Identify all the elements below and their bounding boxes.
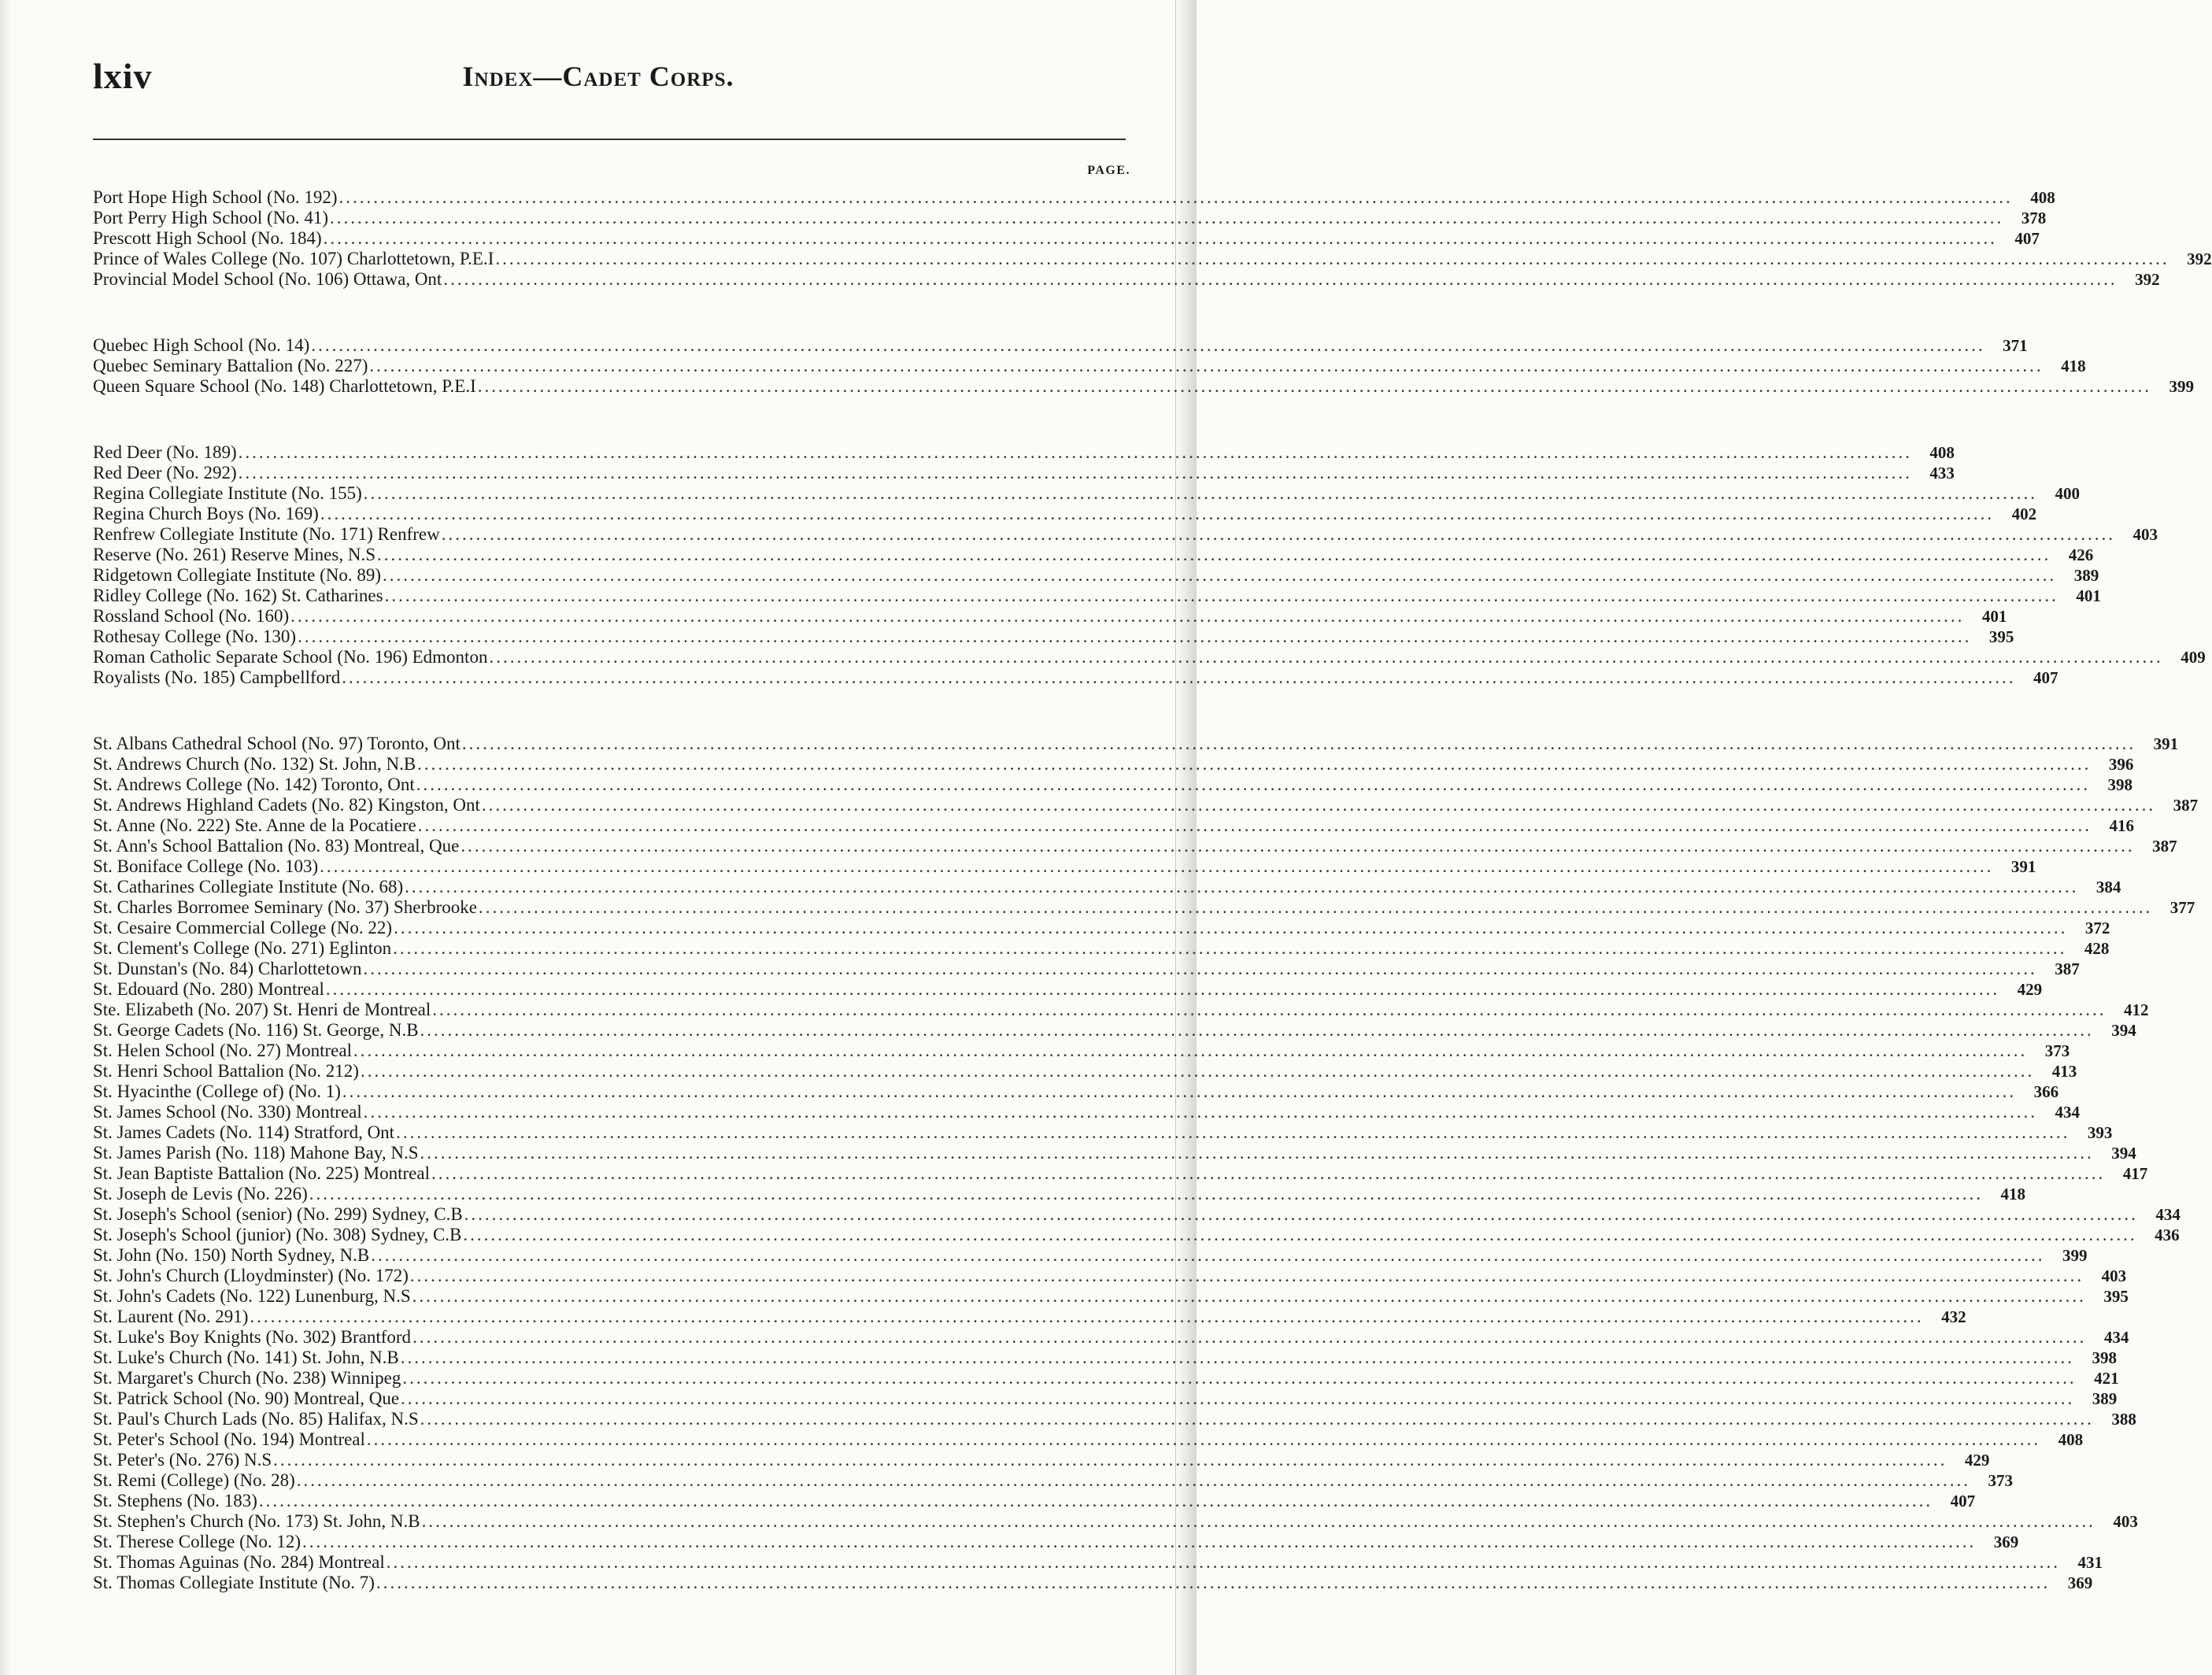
entry-page-number: 389 (2092, 1389, 2118, 1408)
entry-name: St. Luke's Boy Knights (No. 302) Brantford (93, 1327, 412, 1347)
entry-page-number: 398 (2107, 775, 2132, 794)
entry-page-number: 428 (2084, 939, 2110, 958)
entry-name: Renfrew Collegiate Institute (No. 171) Renfrew (93, 524, 440, 544)
index-entry (93, 249, 2212, 269)
index-entry (93, 208, 2047, 228)
dot-leader (405, 877, 2078, 897)
dot-leader (394, 918, 2067, 938)
entry-name: St. James School (No. 330) Montreal (93, 1102, 362, 1122)
index-entry (93, 606, 2007, 627)
dot-leader (377, 545, 2051, 565)
dot-leader (383, 565, 2056, 586)
entry-name: St. Peter's (No. 276) N.S (93, 1450, 272, 1470)
entry-name: St. Patrick School (No. 90) Montreal, Que (93, 1388, 400, 1408)
index-entry (93, 918, 2110, 938)
entry-page-number: 373 (2044, 1041, 2070, 1060)
dot-leader (376, 1573, 2050, 1593)
entry-page-number: 396 (2108, 755, 2134, 774)
entry-name: Port Perry High School (No. 41) (93, 208, 328, 227)
index-group (93, 734, 2199, 1593)
dot-leader (489, 647, 2162, 667)
entry-page-number: 398 (2092, 1348, 2118, 1367)
entry-page-number: 426 (2068, 545, 2094, 564)
dot-leader (324, 228, 1997, 249)
index-entry (93, 836, 2177, 856)
dot-leader (464, 1204, 2138, 1225)
index-group (93, 442, 2206, 688)
entry-page-number: 395 (2103, 1287, 2129, 1306)
entry-page-number: 369 (2067, 1573, 2093, 1592)
dot-leader (393, 938, 2066, 959)
entry-name: Regina Church Boys (No. 169) (93, 504, 319, 523)
index-entry (93, 979, 2043, 1000)
entry-name: St. James Cadets (No. 114) Stratford, Ont (93, 1122, 395, 1142)
index-entry (93, 647, 2206, 667)
entry-name: St. Remi (College) (No. 28) (93, 1470, 295, 1490)
index-entry (93, 897, 2195, 918)
entry-page-number: 413 (2051, 1062, 2077, 1081)
index-entry (93, 938, 2110, 959)
dot-leader (330, 208, 2003, 228)
entry-page-number: 403 (2113, 1512, 2138, 1531)
dot-leader (342, 667, 2015, 688)
entry-page-number: 392 (2187, 250, 2212, 268)
entry-page-number: 377 (2169, 898, 2195, 917)
dot-leader (418, 815, 2092, 836)
entry-name: Roman Catholic Separate School (No. 196) Edmonton (93, 647, 488, 667)
index-entry (93, 815, 2134, 836)
dot-leader (495, 249, 2169, 269)
entry-page-number: 389 (2073, 566, 2099, 585)
dot-leader (401, 1388, 2074, 1409)
dot-leader (442, 524, 2115, 545)
index-entry (93, 795, 2199, 815)
entry-name: Queen Square School (No. 148) Charlottetown, P.E.I (93, 376, 476, 396)
dot-leader (463, 1225, 2136, 1245)
index-entry (93, 1102, 2081, 1122)
entry-name: St. Luke's Church (No. 141) St. John, N.B (93, 1348, 399, 1367)
index-list (93, 187, 2212, 1593)
entry-name: St. Albans Cathedral School (No. 97) Toronto, Ont (93, 734, 461, 753)
index-entry (93, 1082, 2059, 1102)
entry-page-number: 372 (2084, 919, 2110, 937)
entry-page-number: 371 (2003, 336, 2028, 355)
page-edge-left (0, 0, 11, 1675)
dot-leader (290, 606, 1964, 627)
entry-name: Red Deer (No. 292) (93, 463, 237, 483)
index-entry (93, 356, 2086, 376)
entry-page-number: 384 (2095, 878, 2121, 897)
index-entry (93, 1204, 2181, 1225)
dot-leader (326, 979, 1999, 1000)
page-title: Index—Cadet Corps. (462, 61, 734, 92)
index-entry (93, 1368, 2119, 1388)
entry-page-number: 391 (2010, 857, 2036, 876)
dot-leader (250, 1307, 1923, 1327)
dot-leader (298, 627, 1971, 647)
entry-name: St. Margaret's Church (No. 238) Winnipeg (93, 1368, 401, 1388)
page-number: lxiv (93, 56, 153, 96)
dot-leader (417, 754, 2091, 775)
index-entry (93, 775, 2132, 795)
index-entry (93, 483, 2080, 504)
entry-name: St. Andrews Highland Cadets (No. 82) Kingston, Ont (93, 795, 480, 815)
entry-page-number: 421 (2094, 1369, 2119, 1388)
index-entry (93, 1307, 1966, 1327)
entry-name: Reserve (No. 261) Reserve Mines, N.S (93, 545, 375, 564)
index-entry (93, 1245, 2088, 1266)
dot-leader (420, 1409, 2094, 1429)
entry-page-number: 388 (2111, 1410, 2136, 1429)
dot-leader (431, 1163, 2105, 1184)
entry-name: St. Joseph de Levis (No. 226) (93, 1184, 308, 1204)
dot-leader (369, 356, 2043, 376)
entry-page-number: 403 (2101, 1266, 2127, 1285)
entry-page-number: 393 (2087, 1123, 2113, 1142)
entry-name: St. Hyacinthe (College of) (No. 1) (93, 1082, 341, 1101)
dot-leader (364, 1102, 2037, 1122)
dot-leader (239, 463, 1912, 483)
entry-page-number: 418 (2061, 357, 2086, 375)
index-entry (93, 565, 2099, 586)
index-entry (93, 269, 2160, 290)
index-entry (93, 1552, 2103, 1573)
dot-leader (410, 1266, 2084, 1286)
index-entry (93, 1450, 1990, 1470)
dot-leader (297, 1470, 1970, 1491)
entry-name: St. Ann's School Battalion (No. 83) Montreal, Que (93, 836, 460, 856)
entry-page-number: 402 (2011, 505, 2037, 523)
entry-page-number: 399 (2169, 377, 2195, 396)
index-entry (93, 335, 2028, 356)
entry-name: St. Therese College (No. 12) (93, 1532, 301, 1551)
entry-name: St. Charles Borromee Seminary (No. 37) Sherbrooke (93, 897, 478, 917)
entry-page-number: 432 (1941, 1307, 1966, 1326)
entry-name: Ridgetown Collegiate Institute (No. 89) (93, 565, 382, 585)
dot-leader (342, 1082, 2016, 1102)
entry-name: Regina Collegiate Institute (No. 155) (93, 483, 362, 503)
entry-page-number: 417 (2122, 1164, 2148, 1183)
index-entry (93, 1491, 1976, 1511)
entry-name: St. Anne (No. 222) Ste. Anne de la Pocatiere (93, 815, 416, 835)
entry-page-number: 401 (2076, 586, 2101, 605)
index-entry (93, 1061, 2077, 1082)
index-entry (93, 877, 2121, 897)
index-entry (93, 463, 1955, 483)
entry-page-number: 394 (2111, 1021, 2136, 1040)
entry-page-number: 408 (2058, 1430, 2084, 1449)
dot-leader (412, 1327, 2086, 1348)
index-entry (93, 1266, 2127, 1286)
dot-leader (338, 187, 2012, 208)
entry-page-number: 407 (2014, 229, 2040, 248)
entry-page-number: 403 (2132, 525, 2158, 544)
index-entry (93, 1020, 2136, 1041)
dot-leader (401, 1348, 2074, 1368)
entry-page-number: 418 (2000, 1185, 2026, 1204)
dot-leader (320, 856, 1993, 877)
dot-leader (461, 836, 2134, 856)
entry-name: St. Cesaire Commercial College (No. 22) (93, 918, 393, 937)
entry-name: St. Laurent (No. 291) (93, 1307, 249, 1326)
index-entry (93, 1532, 2019, 1552)
entry-page-number: 387 (2055, 960, 2080, 978)
index-entry (93, 1327, 2129, 1348)
entry-page-number: 400 (2055, 484, 2080, 503)
entry-page-number: 429 (1964, 1451, 1990, 1470)
index-entry (93, 627, 2014, 647)
entry-page-number: 395 (1988, 627, 2014, 646)
dot-leader (363, 959, 2036, 979)
index-entry (93, 1041, 2070, 1061)
entry-page-number: 392 (2135, 270, 2160, 289)
entry-page-number: 412 (2123, 1000, 2149, 1019)
index-entry (93, 1388, 2118, 1409)
index-entry (93, 187, 2055, 208)
entry-page-number: 434 (2055, 1103, 2081, 1122)
dot-leader (387, 1552, 2060, 1573)
entry-name: Quebec High School (No. 14) (93, 335, 310, 355)
dot-leader (432, 1000, 2106, 1020)
index-entry (93, 586, 2101, 606)
entry-page-number: 387 (2173, 796, 2199, 815)
dot-leader (420, 1143, 2094, 1163)
dot-leader (482, 795, 2155, 815)
dot-leader (364, 483, 2037, 504)
entry-name: St. Helen School (No. 27) Montreal (93, 1041, 352, 1060)
entry-page-number: 369 (1993, 1533, 2019, 1551)
entry-name: St. Thomas Collegiate Institute (No. 7) (93, 1573, 375, 1592)
entry-name: St. George Cadets (No. 116) St. George, N.B (93, 1020, 419, 1040)
entry-name: Ste. Elizabeth (No. 207) St. Henri de Montreal (93, 1000, 431, 1019)
entry-page-number: 407 (2033, 668, 2058, 687)
entry-name: St. Andrews Church (No. 132) St. John, N.B (93, 754, 416, 774)
dot-leader (259, 1491, 1933, 1511)
entry-page-number: 434 (2155, 1205, 2181, 1224)
index-entry (93, 376, 2195, 397)
index-entry (93, 1429, 2084, 1450)
entry-name: St. Peter's School (No. 194) Montreal (93, 1429, 365, 1449)
dot-leader (367, 1429, 2040, 1450)
index-entry (93, 1409, 2136, 1429)
dot-leader (422, 1511, 2095, 1532)
entry-page-number: 387 (2152, 837, 2177, 856)
entry-name: Rossland School (No. 160) (93, 606, 290, 626)
entry-page-number: 429 (2017, 980, 2043, 999)
entry-name: Rothesay College (No. 130) (93, 627, 297, 646)
index-entry (93, 959, 2080, 979)
index-entry (93, 545, 2094, 565)
index-entry (93, 754, 2134, 775)
entry-name: St. James Parish (No. 118) Mahone Bay, N.S (93, 1143, 419, 1163)
index-entry (93, 228, 2040, 249)
entry-name: St. Clement's College (No. 271) Eglinton (93, 938, 392, 958)
entry-name: Quebec Seminary Battalion (No. 227) (93, 356, 368, 375)
entry-page-number: 407 (1950, 1492, 1976, 1510)
dot-leader (311, 335, 1985, 356)
header-rule (93, 139, 1126, 140)
entry-page-number: 366 (2033, 1082, 2059, 1101)
entry-page-number: 408 (1929, 443, 1955, 462)
entry-name: Prescott High School (No. 184) (93, 228, 322, 248)
entry-name: St. John (No. 150) North Sydney, N.B (93, 1245, 370, 1265)
entry-name: St. John's Church (Lloydminster) (No. 172) (93, 1266, 409, 1285)
dot-leader (396, 1122, 2070, 1143)
dot-leader (402, 1368, 2076, 1388)
index-entry (93, 1511, 2138, 1532)
index-group (93, 187, 2212, 290)
dot-leader (412, 1286, 2086, 1307)
index-group (93, 335, 2195, 397)
entry-page-number: 433 (1929, 464, 1955, 483)
dot-leader (416, 775, 2090, 795)
entry-page-number: 431 (2077, 1553, 2103, 1572)
dot-leader (371, 1245, 2044, 1266)
index-entry (93, 1225, 2180, 1245)
index-entry (93, 1184, 2026, 1204)
entry-page-number: 399 (2062, 1246, 2088, 1265)
entry-name: St. Jean Baptiste Battalion (No. 225) Montreal (93, 1163, 430, 1183)
dot-leader (479, 897, 2152, 918)
entry-name: St. Stephen's Church (No. 173) St. John, N.B (93, 1511, 420, 1531)
entry-name: St. Catharines Collegiate Institute (No. 68) (93, 877, 404, 897)
index-entry (93, 734, 2179, 754)
index-entry (93, 856, 2036, 877)
entry-page-number: 373 (1988, 1471, 2014, 1490)
entry-name: St. Joseph's School (senior) (No. 299) Sydney, C.B (93, 1204, 463, 1224)
index-entry (93, 442, 1955, 463)
dot-leader (478, 376, 2151, 397)
entry-name: Ridley College (No. 162) St. Catharines (93, 586, 383, 605)
index-entry (93, 1163, 2148, 1184)
index-entry (93, 1000, 2149, 1020)
index-entry (93, 667, 2058, 688)
index-entry (93, 1573, 2093, 1593)
entry-name: Red Deer (No. 189) (93, 442, 237, 462)
entry-name: Port Hope High School (No. 192) (93, 187, 338, 207)
index-entry (93, 1122, 2113, 1143)
index-entry (93, 504, 2037, 524)
dot-leader (385, 586, 2058, 606)
dot-leader (320, 504, 1994, 524)
entry-name: St. Dunstan's (No. 84) Charlottetown (93, 959, 362, 978)
entry-name: St. Edouard (No. 280) Montreal (93, 979, 324, 999)
dot-leader (302, 1532, 1976, 1552)
dot-leader (462, 734, 2136, 754)
entry-name: St. Andrews College (No. 142) Toronto, Ont (93, 775, 415, 794)
index-entry (93, 1348, 2118, 1368)
index-entry (93, 1286, 2129, 1307)
entry-name: St. Boniface College (No. 103) (93, 856, 319, 876)
index-entry (93, 1470, 2014, 1491)
entry-page-number: 401 (1981, 607, 2007, 626)
entry-name: Provincial Model School (No. 106) Ottawa, Ont (93, 269, 442, 289)
dot-leader (361, 1061, 2034, 1082)
dot-leader (443, 269, 2117, 290)
dot-leader (309, 1184, 1983, 1204)
entry-name: St. Paul's Church Lads (No. 85) Halifax, N.S (93, 1409, 419, 1429)
entry-page-number: 391 (2153, 734, 2179, 753)
entry-page-number: 416 (2109, 816, 2134, 835)
dot-leader (239, 442, 1912, 463)
index-entry (93, 524, 2158, 545)
entry-name: Royalists (No. 185) Campbellford (93, 667, 341, 687)
entry-page-number: 378 (2021, 209, 2047, 227)
entry-name: St. Stephens (No. 183) (93, 1491, 257, 1510)
entry-name: St. Henri School Battalion (No. 212) (93, 1061, 359, 1081)
dot-leader (420, 1020, 2094, 1041)
page-column-label: PAGE. (1087, 164, 1130, 177)
entry-name: St. Joseph's School (junior) (No. 308) Sydney, C.B (93, 1225, 462, 1244)
index-entry (93, 1143, 2136, 1163)
entry-page-number: 408 (2030, 188, 2055, 207)
entry-name: St. John's Cadets (No. 122) Lunenburg, N.S (93, 1286, 411, 1306)
entry-page-number: 436 (2155, 1226, 2180, 1244)
dot-leader (353, 1041, 2027, 1061)
entry-name: Prince of Wales College (No. 107) Charlottetown, P.E.I (93, 249, 494, 268)
entry-page-number: 409 (2181, 648, 2206, 667)
dot-leader (273, 1450, 1947, 1470)
entry-page-number: 434 (2103, 1328, 2129, 1347)
entry-page-number: 394 (2111, 1144, 2136, 1163)
entry-name: St. Thomas Aguinas (No. 284) Montreal (93, 1552, 385, 1572)
